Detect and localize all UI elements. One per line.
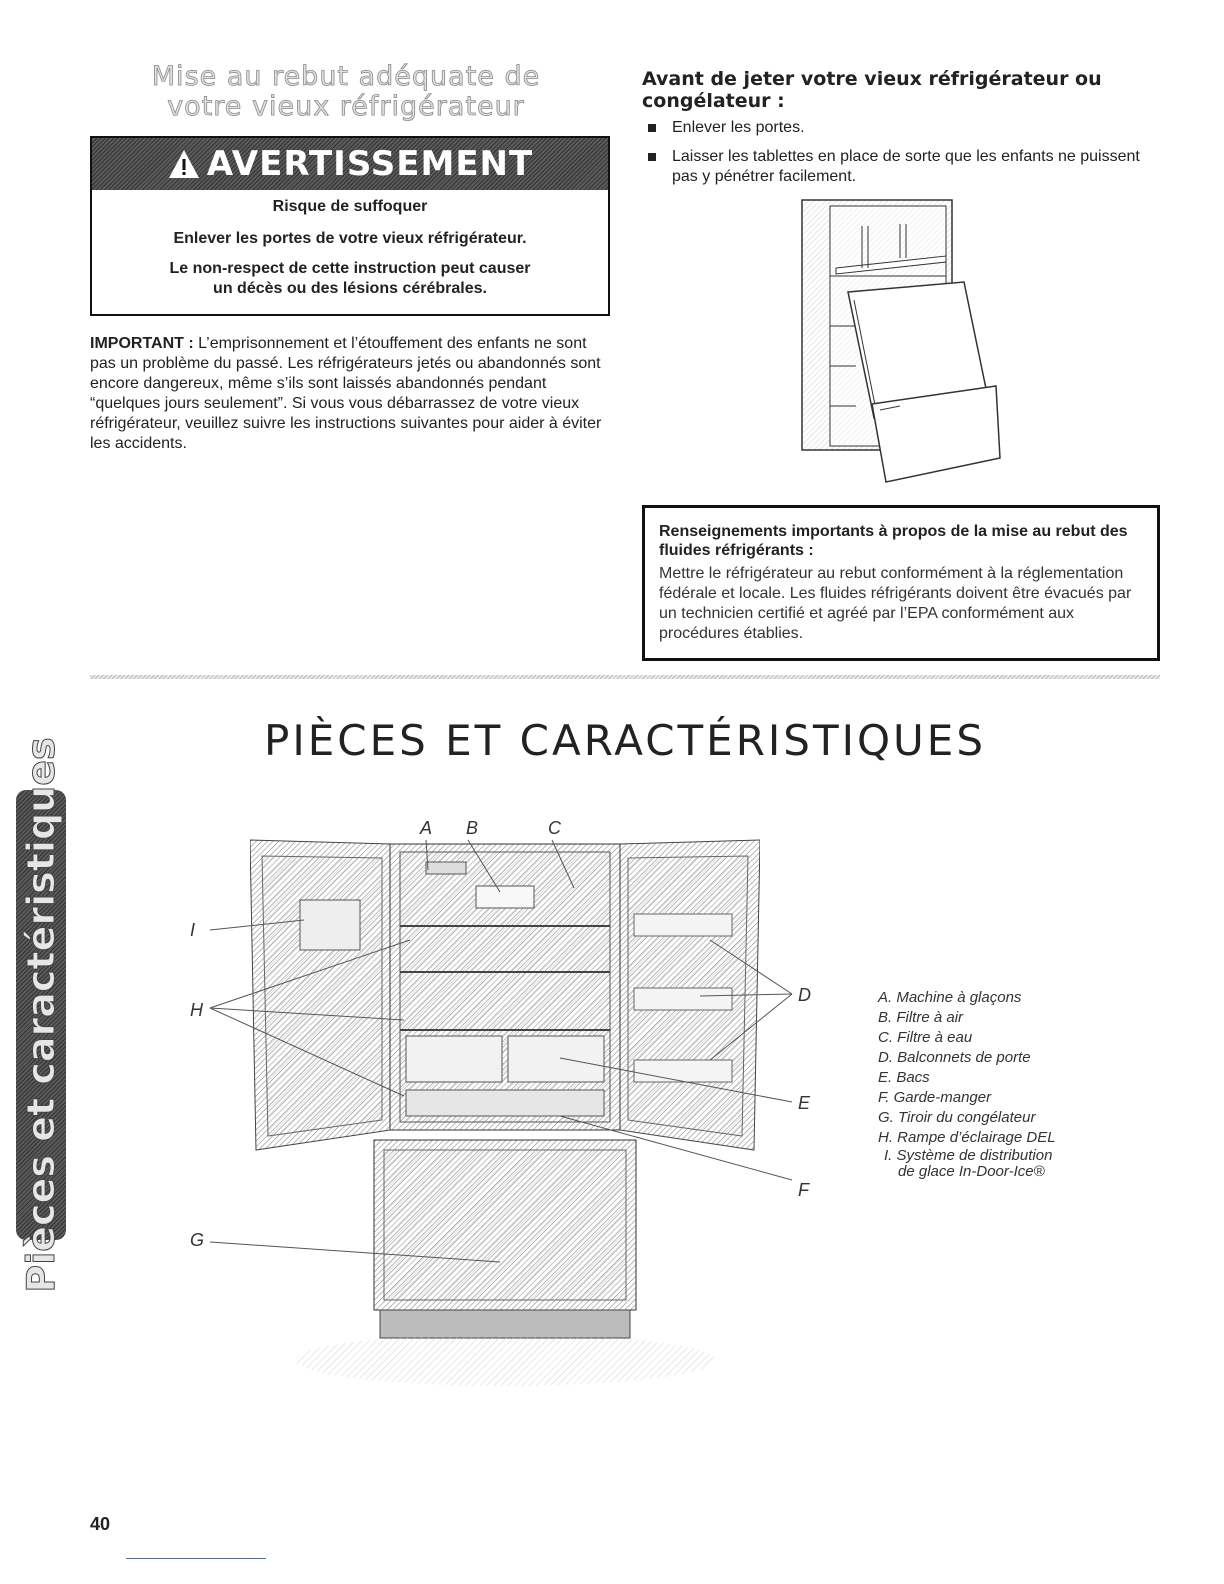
callout-a: A [420,818,433,838]
callout-g: G [190,1230,205,1250]
bullet-icon [648,124,656,132]
callout-f: F [798,1180,809,1200]
callout-e: E [798,1093,811,1113]
warning-triangle-icon [167,148,201,180]
important-text: L’emprisonnement et l’étouffement des enfants ne sont pas un problème du passé. Les réfrigérateurs jetés ou abandonnés sont encore dangereux, même s’ils sont laissés abandonnés pendant “quelques jours seulement”. Si vous vous débarrassez de votre vieux réfrigérateur, veuillez suivre les instructions suivantes pour aider à éviter les accidents. [90,335,602,452]
bullet-item: Enlever les portes. [648,118,1148,138]
callout-d: D [798,985,811,1005]
warning-header: AVERTISSEMENT [92,138,608,190]
refrigerant-info-box [642,505,1160,661]
info-box-body: Mettre le réfrigérateur au rebut conformément à la réglementation fédérale et locale. Les fluides réfrigérants doivent être évacués par un technicien certifié et agréé par l’EPA conformément aux procédures établies. [659,565,1132,642]
legend-item: E. Bacs [878,1069,930,1086]
warning-line-2: Enlever les portes de votre vieux réfrigérateur. [173,230,527,247]
callout-b: B [466,818,479,838]
bullet-icon [648,153,656,161]
disposal-title: Mise au rebut adéquate de votre vieux réfrigérateur [151,61,541,122]
bullet-item: Laisser les tablettes en place de sorte que les enfants ne puissent pas y pénétrer facilement. [648,147,1148,187]
fridge-door-removal-illustration [796,196,1008,486]
side-tab-label: Pièces et caractéristiques [19,737,63,1293]
callout-i: I [190,920,196,940]
warning-box [90,136,610,316]
callout-c: C [548,818,561,838]
bottom-rule [126,1558,266,1559]
legend-item: D. Balconnets de porte [878,1049,1031,1066]
legend-item: A. Machine à glaçons [878,989,1022,1006]
callout-lines [180,820,820,1270]
legend-item: F. Garde-manger [878,1089,992,1106]
warning-line-4: un décès ou des lésions cérébrales. [213,280,487,297]
important-label: IMPORTANT : [90,335,194,352]
info-box-title: Renseignements importants à propos de la mise au rebut des fluides réfrigérants : [659,523,1128,559]
legend-item: de glace In-Door-Ice® [898,1163,1045,1180]
important-paragraph [90,334,610,454]
legend-item: H. Rampe d’éclairage DEL [878,1129,1056,1146]
parts-section-title: PIÈCES ET CARACTÉRISTIQUES [264,716,986,765]
legend-item: G. Tiroir du congélateur [878,1109,1036,1126]
legend-item: I. Système de distribution [884,1147,1053,1164]
section-divider [90,675,1160,679]
warning-line-3: Le non-respect de cette instruction peut causer [169,260,531,277]
legend-item: C. Filtre à eau [878,1029,973,1046]
parts-legend [878,988,1078,1180]
warning-line-1: Risque de suffoquer [272,198,428,215]
page-number: 40 [90,1514,111,1534]
before-disposal-title: Avant de jeter votre vieux réfrigérateur ou congélateur : [642,68,1102,112]
callout-h: H [190,1000,203,1020]
legend-item: B. Filtre à air [878,1009,964,1026]
